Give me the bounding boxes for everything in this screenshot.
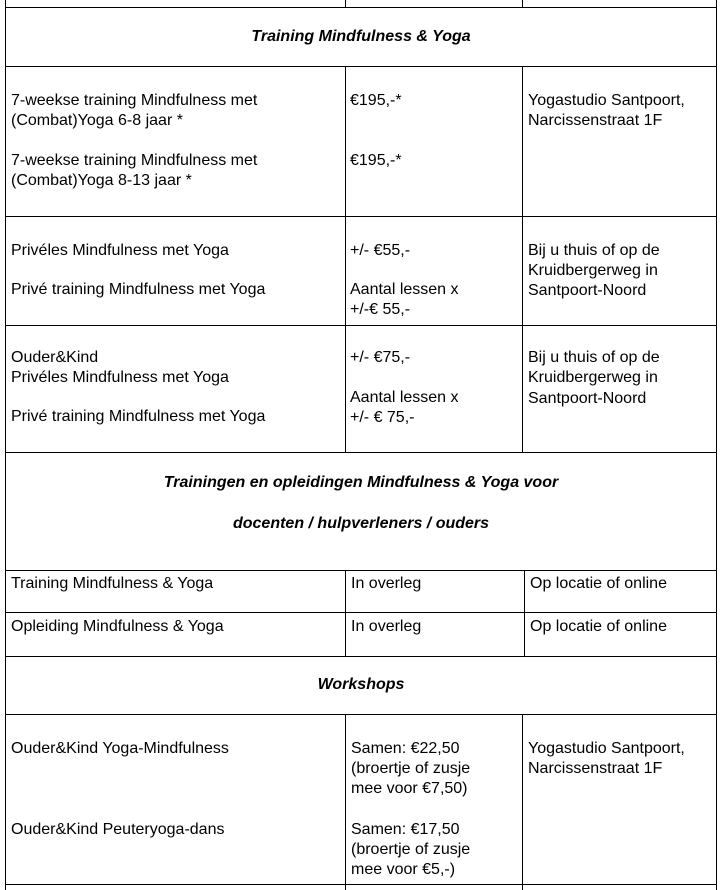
row-divider bbox=[5, 325, 717, 326]
course-location: Kruidbergerweg in bbox=[528, 369, 658, 386]
course-location: Kruidbergerweg in bbox=[528, 262, 658, 279]
course-name: Privéles Mindfulness met Yoga bbox=[11, 242, 229, 259]
workshop-price: (broertje of zusje bbox=[351, 760, 471, 777]
workshop-price: Samen: €22,50 bbox=[351, 740, 460, 757]
course-name: (Combat)Yoga 6-8 jaar * bbox=[11, 112, 183, 129]
workshop-price: (broertje of zusje bbox=[351, 841, 471, 858]
workshop-location: Narcissenstraat 1F bbox=[528, 760, 663, 777]
row-divider bbox=[5, 656, 717, 657]
course-name: 7-weekse training Mindfulness met bbox=[11, 152, 258, 169]
row-divider bbox=[5, 66, 717, 67]
section-title-training: Training Mindfulness & Yoga bbox=[251, 28, 471, 45]
column-divider bbox=[522, 66, 523, 452]
course-price: +/- €55,- bbox=[350, 242, 411, 259]
row-divider bbox=[5, 570, 717, 571]
course-location: Santpoort-Noord bbox=[528, 390, 647, 407]
column-divider bbox=[345, 66, 346, 452]
workshop-price: mee voor €7,50) bbox=[351, 780, 468, 797]
row-divider bbox=[5, 216, 717, 217]
row-divider bbox=[5, 612, 717, 613]
section-title-workshops: Workshops bbox=[317, 676, 405, 693]
workshop-name: Ouder&Kind Peuteryoga-dans bbox=[11, 821, 225, 838]
course-price: +/-€ 55,- bbox=[350, 301, 411, 318]
course-price: In overleg bbox=[351, 618, 422, 635]
table-border-left bbox=[5, 0, 6, 890]
course-name: Privé training Mindfulness met Yoga bbox=[11, 408, 266, 425]
course-price: €195,-* bbox=[350, 92, 402, 109]
workshop-name: Ouder&Kind Yoga-Mindfulness bbox=[11, 740, 229, 757]
column-divider bbox=[524, 570, 525, 656]
course-name: Privéles Mindfulness met Yoga bbox=[11, 369, 229, 386]
course-name: (Combat)Yoga 8-13 jaar * bbox=[11, 172, 192, 189]
course-price: Aantal lessen x bbox=[350, 281, 459, 298]
course-name: Opleiding Mindfulness & Yoga bbox=[11, 618, 224, 635]
workshop-location: Yogastudio Santpoort, bbox=[528, 740, 685, 757]
course-name: Ouder&Kind bbox=[11, 349, 99, 366]
column-divider bbox=[345, 714, 346, 890]
column-divider bbox=[522, 0, 523, 7]
course-location: Yogastudio Santpoort, bbox=[528, 92, 685, 109]
column-divider bbox=[522, 714, 523, 890]
course-location: Bij u thuis of op de bbox=[528, 349, 660, 366]
course-location: Op locatie of online bbox=[530, 618, 667, 635]
workshop-price: Samen: €17,50 bbox=[351, 821, 460, 838]
course-location: Bij u thuis of op de bbox=[528, 242, 660, 259]
course-location: Op locatie of online bbox=[530, 575, 667, 592]
course-price: In overleg bbox=[351, 575, 422, 592]
column-divider bbox=[345, 0, 346, 7]
column-divider bbox=[345, 570, 346, 656]
section-title-docenten: Trainingen en opleidingen Mindfulness & Yoga voor bbox=[163, 474, 559, 491]
course-location: Narcissenstraat 1F bbox=[528, 112, 663, 129]
section-subtitle-docenten: docenten / hulpverleners / ouders bbox=[232, 515, 490, 532]
course-name: Privé training Mindfulness met Yoga bbox=[11, 281, 266, 298]
course-price: €195,-* bbox=[350, 152, 402, 169]
row-divider bbox=[5, 714, 717, 715]
row-divider bbox=[5, 7, 717, 8]
row-divider bbox=[5, 884, 717, 885]
course-location: Santpoort-Noord bbox=[528, 282, 647, 299]
row-divider bbox=[5, 452, 717, 453]
table-border-right bbox=[716, 0, 717, 890]
course-name: 7-weekse training Mindfulness met bbox=[11, 92, 258, 109]
course-price: +/- €75,- bbox=[350, 349, 411, 366]
course-name: Training Mindfulness & Yoga bbox=[11, 575, 214, 592]
course-price: +/- € 75,- bbox=[350, 409, 415, 426]
workshop-price: mee voor €5,-) bbox=[351, 861, 456, 878]
course-price: Aantal lessen x bbox=[350, 389, 459, 406]
